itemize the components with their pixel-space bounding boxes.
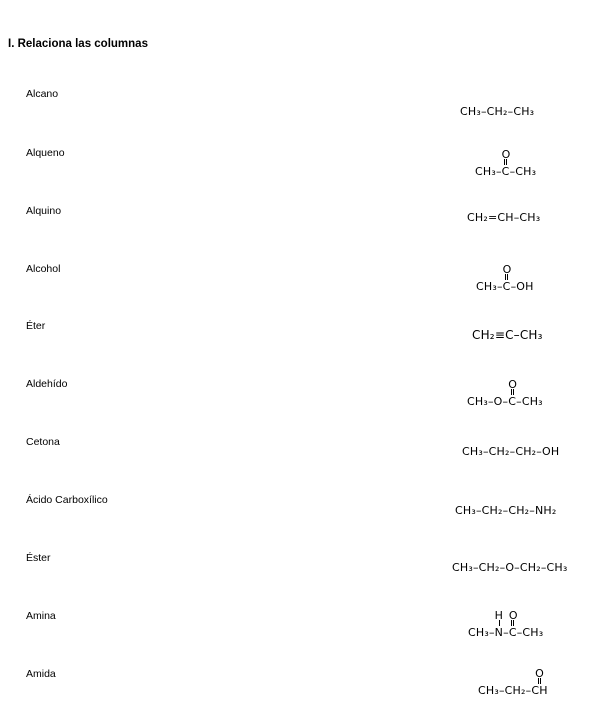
- formula-text: CH₃–CH₂–CH₂–NH₂: [455, 504, 557, 517]
- carbonyl-carbon: C: [508, 626, 517, 639]
- oxygen-atom: O: [502, 263, 512, 276]
- formula-propene: [467, 211, 540, 224]
- formula-suffix: –CH₃: [516, 395, 543, 408]
- formula-suffix: –OH: [510, 280, 534, 293]
- double-bond: [538, 678, 541, 684]
- formula-suffix: –CH₃: [516, 626, 544, 639]
- double-bond: [511, 620, 514, 626]
- carbonyl-carbon: C: [502, 280, 511, 293]
- carbonyl-carbon: C: [501, 165, 510, 178]
- formula-acetic-acid: [476, 263, 534, 293]
- formula-text: CH₃–CH₂–CH₂–OH: [462, 445, 560, 458]
- oxygen-atom: O: [535, 667, 544, 680]
- nitrogen-atom: N: [494, 626, 504, 639]
- single-bond: [499, 620, 500, 626]
- oxygen-atom: O: [508, 378, 518, 391]
- formula-propanol: [462, 445, 559, 458]
- term-eter: Éter: [26, 320, 46, 332]
- term-ester: Éster: [26, 552, 51, 564]
- formula-methyl-acetate: [467, 378, 543, 408]
- hydrogen-atom: H: [494, 609, 504, 622]
- formula-prefix: CH₃–O–: [467, 395, 509, 408]
- term-alquino: Alquino: [26, 205, 62, 217]
- formula-bond: –: [503, 626, 509, 639]
- formula-prefix: CH₃–: [476, 280, 503, 293]
- formula-text: CH₂≡C–CH₃: [472, 328, 543, 342]
- formula-propane: [460, 105, 534, 118]
- formula-suffix: –CH₃: [509, 165, 537, 178]
- term-cetona: Cetona: [26, 436, 60, 448]
- oxygen-atom: O: [508, 609, 518, 622]
- formula-text: CH₃–CH₂–CH₃: [460, 105, 535, 118]
- term-alqueno: Alqueno: [26, 147, 65, 159]
- oxygen-atom: O: [501, 148, 511, 161]
- double-bond: [505, 274, 508, 280]
- term-alcano: Alcano: [26, 88, 59, 100]
- formula-text: CH₃–CH₂–O–CH₂–CH₃: [452, 561, 568, 574]
- formula-n-methylacetamide: [468, 609, 544, 639]
- term-alcohol: Alcohol: [26, 263, 61, 275]
- formula-propyne: [472, 328, 543, 342]
- page-title: I. Relaciona las columnas: [8, 38, 148, 50]
- term-acido-carboxilico: Ácido Carboxílico: [26, 494, 108, 506]
- formula-prefix: CH₃–: [475, 165, 502, 178]
- double-bond: [504, 159, 507, 165]
- formula-prefix: CH₃–: [468, 626, 495, 639]
- double-bond: [511, 389, 514, 395]
- term-amida: Amida: [26, 668, 56, 680]
- aldehyde-carbon: CH: [531, 684, 548, 697]
- formula-prefix: CH₃–CH₂–: [478, 684, 532, 697]
- term-aldehido: Aldehído: [26, 378, 68, 390]
- formula-text: CH₂=CH–CH₃: [467, 211, 541, 224]
- carbonyl-carbon: C: [508, 395, 517, 408]
- formula-diethyl-ether: [452, 561, 568, 574]
- formula-acetone: [475, 148, 537, 178]
- formula-propylamine: [455, 504, 557, 517]
- term-amina: Amina: [26, 610, 56, 622]
- formula-propanal: [478, 667, 548, 697]
